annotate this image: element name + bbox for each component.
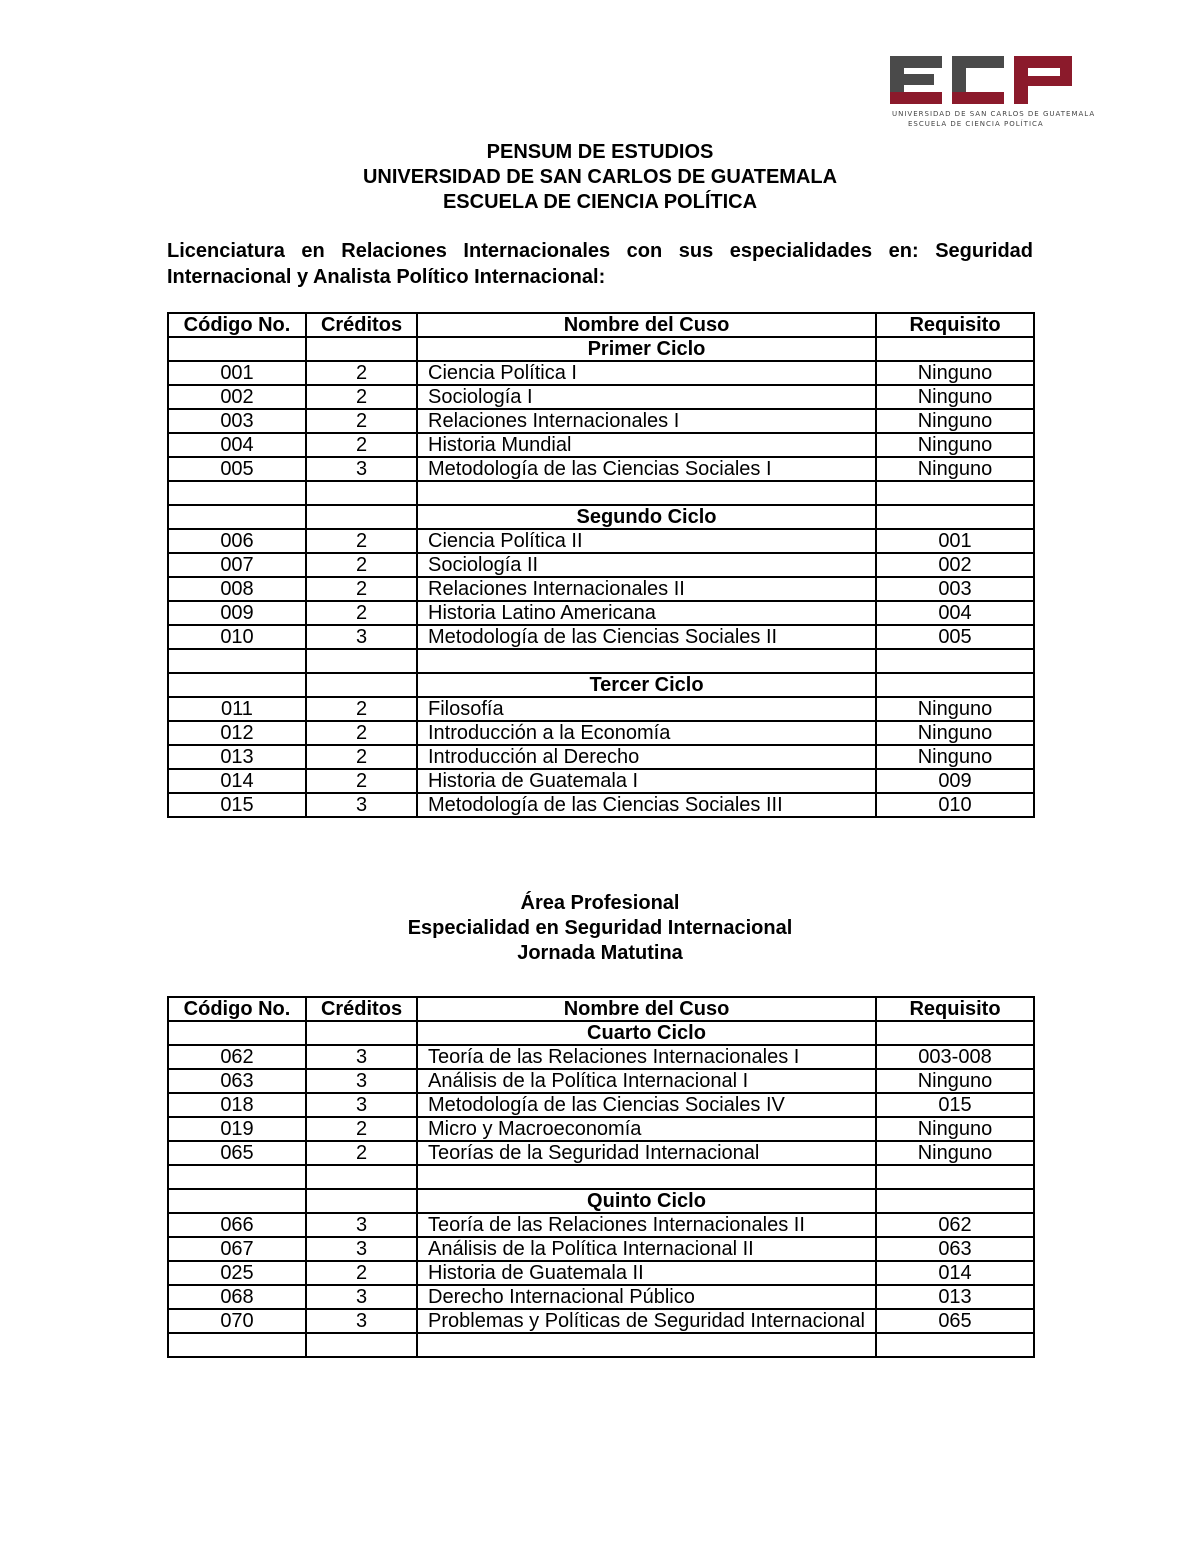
empty-cell [168, 481, 306, 505]
section-2-line-3: Jornada Matutina [517, 942, 683, 964]
course-credits: 2 [306, 697, 417, 721]
course-credits: 2 [306, 433, 417, 457]
section-2-header [0, 891, 1200, 966]
course-credits: 3 [306, 1045, 417, 1069]
course-code: 006 [168, 529, 306, 553]
table-row [168, 1045, 1034, 1069]
course-name: Metodología de las Ciencias Sociales II [417, 625, 876, 649]
pensum-table-2 [167, 996, 1035, 1358]
course-requisite: Ninguno [876, 433, 1034, 457]
course-requisite: Ninguno [876, 1069, 1034, 1093]
empty-cell [306, 481, 417, 505]
empty-cell [876, 1165, 1034, 1189]
empty-cell [168, 1333, 306, 1357]
column-header-credits: Créditos [306, 313, 417, 337]
course-credits: 3 [306, 1069, 417, 1093]
course-credits: 2 [306, 601, 417, 625]
course-name: Introducción a la Economía [417, 721, 876, 745]
course-credits: 2 [306, 553, 417, 577]
table-row [168, 745, 1034, 769]
table-row [168, 553, 1034, 577]
course-code: 066 [168, 1213, 306, 1237]
course-credits: 2 [306, 745, 417, 769]
course-requisite: 010 [876, 793, 1034, 817]
course-requisite: Ninguno [876, 385, 1034, 409]
cycle-title: Quinto Ciclo [417, 1189, 876, 1213]
empty-cell [876, 649, 1034, 673]
empty-cell [168, 1165, 306, 1189]
cycle-title: Primer Ciclo [417, 337, 876, 361]
course-requisite: 005 [876, 625, 1034, 649]
logo-university-text: UNIVERSIDAD DE SAN CARLOS DE GUATEMALA [892, 110, 1096, 118]
course-requisite: 002 [876, 553, 1034, 577]
course-credits: 2 [306, 1141, 417, 1165]
course-credits: 2 [306, 529, 417, 553]
table-row [168, 625, 1034, 649]
empty-cell [417, 1165, 876, 1189]
course-credits: 2 [306, 769, 417, 793]
course-requisite: 003 [876, 577, 1034, 601]
program-intro: Licenciatura en Relaciones Internacionales con sus especialidades en: Seguridad Internacional y Analista Político Internacional: [167, 240, 1033, 288]
table-row [168, 793, 1034, 817]
course-requisite: 009 [876, 769, 1034, 793]
column-header-code: Código No. [168, 997, 306, 1021]
course-name: Ciencia Política II [417, 529, 876, 553]
course-name: Historia de Guatemala I [417, 769, 876, 793]
course-name: Metodología de las Ciencias Sociales III [417, 793, 876, 817]
empty-cell [417, 481, 876, 505]
table-row [168, 769, 1034, 793]
spacer-row [168, 1165, 1034, 1189]
section-2-line-2: Especialidad en Seguridad Internacional [407, 917, 793, 939]
empty-cell [417, 649, 876, 673]
ecp-logo-letters [888, 52, 1078, 108]
course-code: 062 [168, 1045, 306, 1069]
course-requisite: Ninguno [876, 1117, 1034, 1141]
course-requisite: Ninguno [876, 697, 1034, 721]
course-name: Ciencia Política I [417, 361, 876, 385]
course-credits: 2 [306, 361, 417, 385]
header-line-2: UNIVERSIDAD DE SAN CARLOS DE GUATEMALA [362, 166, 838, 188]
spacer-row [168, 649, 1034, 673]
course-name: Análisis de la Política Internacional II [417, 1237, 876, 1261]
empty-cell [306, 1189, 417, 1213]
cycle-title: Tercer Ciclo [417, 673, 876, 697]
table-row [168, 1213, 1034, 1237]
table-row [168, 601, 1034, 625]
course-code: 018 [168, 1093, 306, 1117]
spacer-row [168, 1333, 1034, 1357]
empty-cell [417, 1333, 876, 1357]
column-header-credits: Créditos [306, 997, 417, 1021]
course-requisite: 062 [876, 1213, 1034, 1237]
cycle-header-row [168, 673, 1034, 697]
course-requisite: Ninguno [876, 721, 1034, 745]
course-code: 067 [168, 1237, 306, 1261]
course-name: Análisis de la Política Internacional I [417, 1069, 876, 1093]
course-credits: 2 [306, 385, 417, 409]
empty-cell [306, 1333, 417, 1357]
ecp-logo [888, 52, 1096, 132]
course-requisite: 001 [876, 529, 1034, 553]
course-requisite: Ninguno [876, 745, 1034, 769]
header-line-1: PENSUM DE ESTUDIOS [486, 141, 714, 163]
empty-cell [876, 1189, 1034, 1213]
empty-cell [168, 1189, 306, 1213]
pensum-table-2-body [168, 1021, 1034, 1357]
course-code: 014 [168, 769, 306, 793]
course-code: 013 [168, 745, 306, 769]
cycle-header-row [168, 1189, 1034, 1213]
table-header-row [168, 997, 1034, 1021]
empty-cell [306, 1165, 417, 1189]
table-header-row [168, 313, 1034, 337]
course-code: 005 [168, 457, 306, 481]
course-credits: 2 [306, 721, 417, 745]
course-name: Filosofía [417, 697, 876, 721]
course-code: 068 [168, 1285, 306, 1309]
course-name: Relaciones Internacionales II [417, 577, 876, 601]
course-code: 025 [168, 1261, 306, 1285]
spacer-row [168, 481, 1034, 505]
course-code: 012 [168, 721, 306, 745]
course-code: 009 [168, 601, 306, 625]
cycle-title: Segundo Ciclo [417, 505, 876, 529]
course-requisite: Ninguno [876, 1141, 1034, 1165]
course-credits: 2 [306, 409, 417, 433]
column-header-code: Código No. [168, 313, 306, 337]
table-row [168, 457, 1034, 481]
course-name: Metodología de las Ciencias Sociales IV [417, 1093, 876, 1117]
table-row [168, 1309, 1034, 1333]
course-requisite: Ninguno [876, 457, 1034, 481]
course-code: 008 [168, 577, 306, 601]
course-name: Sociología I [417, 385, 876, 409]
pensum-table-1 [167, 312, 1035, 818]
course-name: Problemas y Políticas de Seguridad Internacional [417, 1309, 876, 1333]
course-credits: 3 [306, 625, 417, 649]
empty-cell [168, 1021, 306, 1045]
course-name: Introducción al Derecho [417, 745, 876, 769]
course-requisite: 015 [876, 1093, 1034, 1117]
table-row [168, 1141, 1034, 1165]
course-code: 007 [168, 553, 306, 577]
logo-letter-c [952, 56, 1004, 104]
empty-cell [306, 337, 417, 361]
empty-cell [876, 505, 1034, 529]
cycle-header-row [168, 337, 1034, 361]
course-name: Historia Latino Americana [417, 601, 876, 625]
cycle-header-row [168, 505, 1034, 529]
header-line-3: ESCUELA DE CIENCIA POLÍTICA [442, 191, 758, 213]
column-header-requisite: Requisito [876, 313, 1034, 337]
empty-cell [168, 505, 306, 529]
table-row [168, 433, 1034, 457]
cycle-header-row [168, 1021, 1034, 1045]
course-name: Relaciones Internacionales I [417, 409, 876, 433]
empty-cell [876, 481, 1034, 505]
table-row [168, 1117, 1034, 1141]
table-row [168, 1093, 1034, 1117]
table-row [168, 529, 1034, 553]
empty-cell [876, 1333, 1034, 1357]
course-requisite: 013 [876, 1285, 1034, 1309]
section-2-line-1: Área Profesional [520, 892, 680, 914]
empty-cell [306, 505, 417, 529]
empty-cell [168, 649, 306, 673]
course-name: Metodología de las Ciencias Sociales I [417, 457, 876, 481]
empty-cell [168, 337, 306, 361]
course-name: Historia de Guatemala II [417, 1261, 876, 1285]
course-code: 070 [168, 1309, 306, 1333]
table-row [168, 1237, 1034, 1261]
empty-cell [306, 649, 417, 673]
course-name: Teoría de las Relaciones Internacionales II [417, 1213, 876, 1237]
column-header-course-name: Nombre del Cuso [417, 313, 876, 337]
empty-cell [876, 337, 1034, 361]
course-code: 063 [168, 1069, 306, 1093]
course-requisite: 063 [876, 1237, 1034, 1261]
table-row [168, 1069, 1034, 1093]
course-name: Teoría de las Relaciones Internacionales I [417, 1045, 876, 1069]
course-requisite: 014 [876, 1261, 1034, 1285]
course-name: Sociología II [417, 553, 876, 577]
empty-cell [306, 673, 417, 697]
table-row [168, 361, 1034, 385]
column-header-course-name: Nombre del Cuso [417, 997, 876, 1021]
empty-cell [876, 673, 1034, 697]
course-requisite: 003-008 [876, 1045, 1034, 1069]
course-name: Teorías de la Seguridad Internacional [417, 1141, 876, 1165]
course-code: 065 [168, 1141, 306, 1165]
course-credits: 3 [306, 1093, 417, 1117]
course-code: 003 [168, 409, 306, 433]
course-requisite: 065 [876, 1309, 1034, 1333]
logo-letter-p [1014, 56, 1072, 104]
course-credits: 2 [306, 1117, 417, 1141]
course-code: 011 [168, 697, 306, 721]
logo-letter-e [890, 56, 942, 104]
logo-school-text: ESCUELA DE CIENCIA POLÍTICA [908, 120, 1044, 128]
table-row [168, 1285, 1034, 1309]
course-code: 001 [168, 361, 306, 385]
table-row [168, 385, 1034, 409]
course-code: 004 [168, 433, 306, 457]
course-requisite: Ninguno [876, 361, 1034, 385]
course-credits: 3 [306, 457, 417, 481]
course-name: Micro y Macroeconomía [417, 1117, 876, 1141]
course-credits: 3 [306, 793, 417, 817]
table-row [168, 1261, 1034, 1285]
course-code: 015 [168, 793, 306, 817]
pensum-table-1-body [168, 337, 1034, 817]
course-credits: 3 [306, 1285, 417, 1309]
course-credits: 3 [306, 1237, 417, 1261]
course-name: Historia Mundial [417, 433, 876, 457]
table-row [168, 697, 1034, 721]
cycle-title: Cuarto Ciclo [417, 1021, 876, 1045]
course-requisite: Ninguno [876, 409, 1034, 433]
course-credits: 3 [306, 1213, 417, 1237]
empty-cell [168, 673, 306, 697]
table-row [168, 721, 1034, 745]
table-row [168, 409, 1034, 433]
course-name: Derecho Internacional Público [417, 1285, 876, 1309]
document-header [0, 140, 1200, 215]
empty-cell [876, 1021, 1034, 1045]
course-code: 002 [168, 385, 306, 409]
course-credits: 2 [306, 577, 417, 601]
course-requisite: 004 [876, 601, 1034, 625]
course-code: 010 [168, 625, 306, 649]
course-credits: 3 [306, 1309, 417, 1333]
empty-cell [306, 1021, 417, 1045]
course-credits: 2 [306, 1261, 417, 1285]
course-code: 019 [168, 1117, 306, 1141]
table-row [168, 577, 1034, 601]
column-header-requisite: Requisito [876, 997, 1034, 1021]
